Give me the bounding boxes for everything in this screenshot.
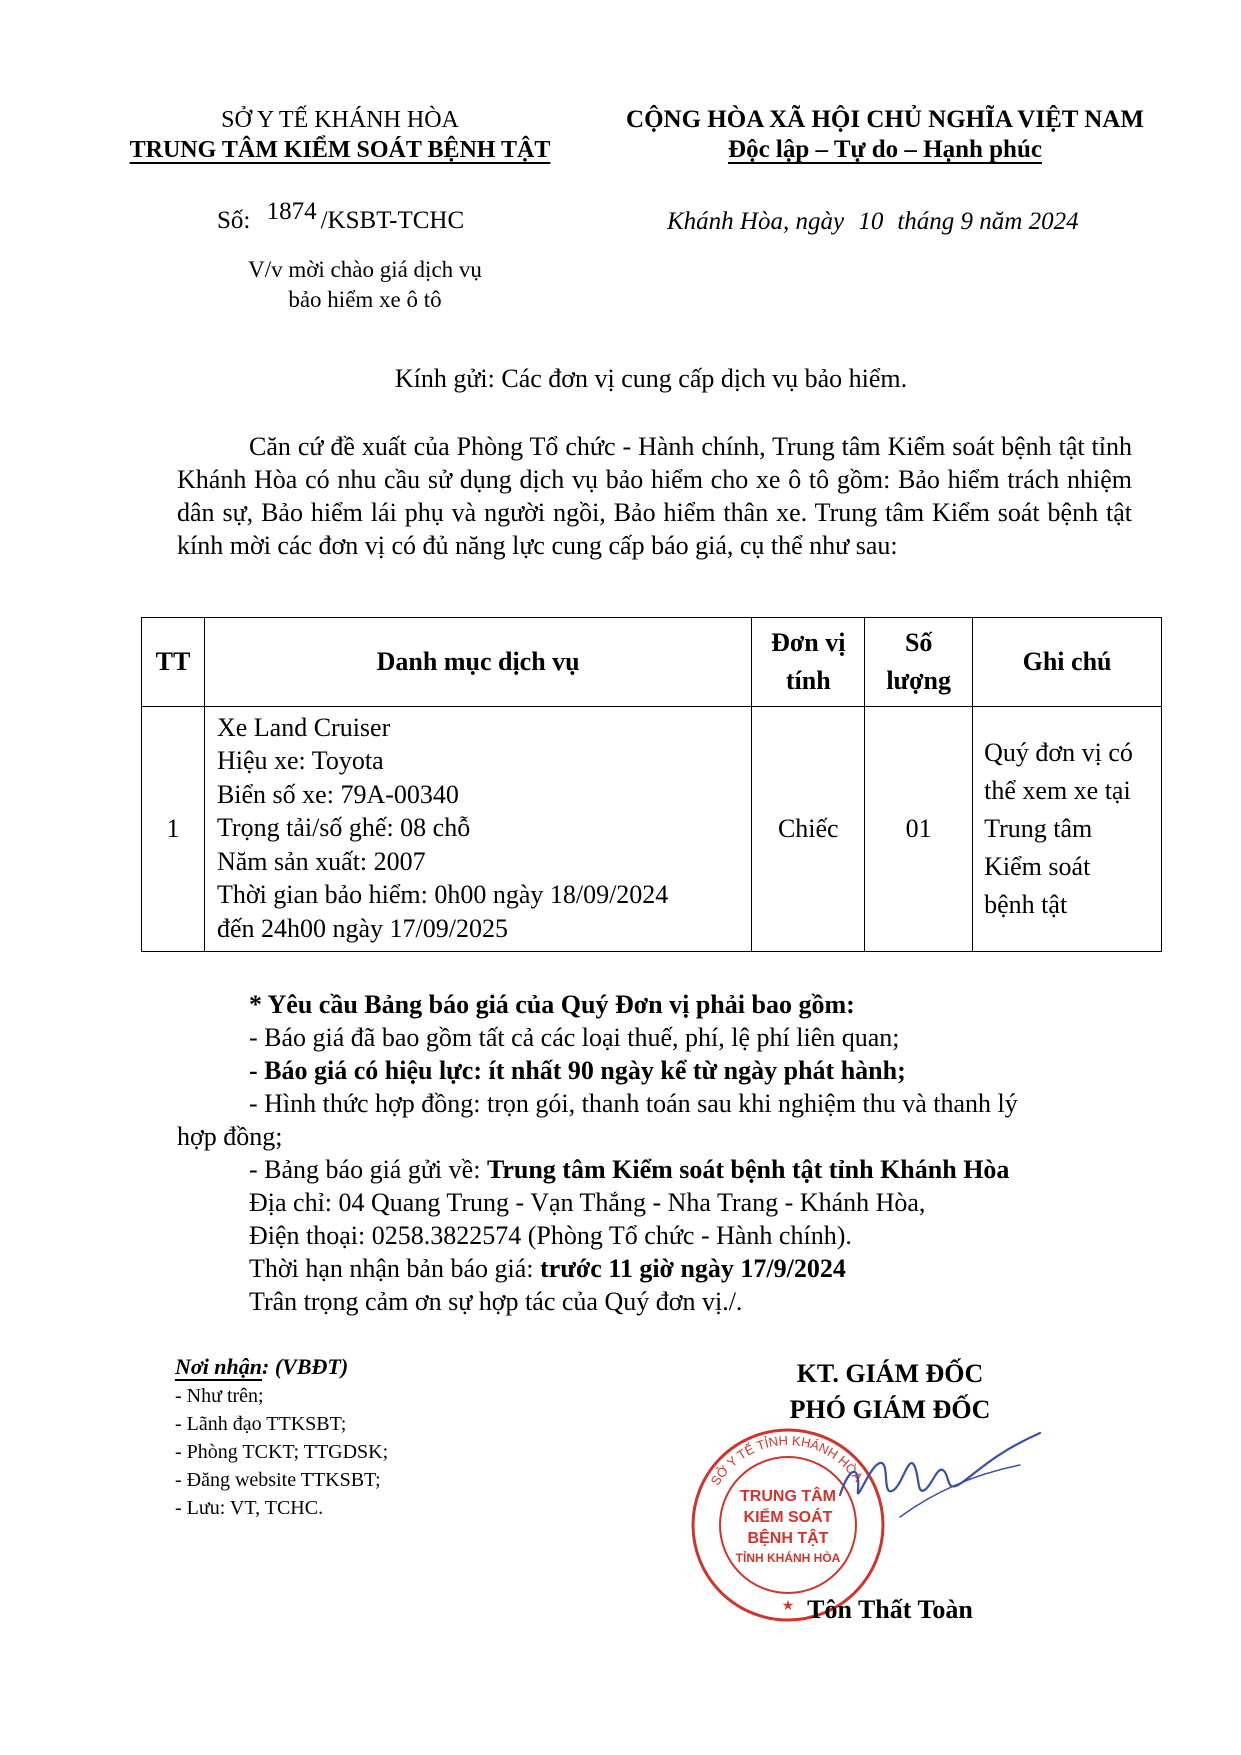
phone-line: Điện thoại: 0258.3822574 (Phòng Tổ chức - Hành chính). <box>249 1221 852 1250</box>
document-date <box>667 206 1079 238</box>
agency-name: TRUNG TÂM KIỂM SOÁT BỆNH TẬT <box>129 137 551 163</box>
requirement-item: - Hình thức hợp đồng: trọn gói, thanh toán sau khi nghiệm thu và thanh lý <box>249 1089 1018 1118</box>
cell-note <box>973 707 1162 952</box>
date-day: 10 <box>858 208 884 235</box>
recipient-line: Kính gửi: Các đơn vị cung cấp dịch vụ bảo hiểm. <box>394 364 908 393</box>
note-line: bệnh tật <box>984 890 1068 919</box>
deadline-prefix: Thời hạn nhận bản báo giá: <box>249 1254 541 1283</box>
handwritten-signature <box>830 1425 1050 1535</box>
cell-tt: 1 <box>142 707 205 952</box>
service-table <box>141 617 1162 952</box>
requirement-item-cont: hợp đồng; <box>177 1122 283 1151</box>
date-rest: tháng 9 năm 2024 <box>897 208 1079 235</box>
recipient-item: - Như trên; <box>175 1385 264 1407</box>
service-line: Năm sản xuất: 2007 <box>216 846 426 876</box>
requirements-block <box>177 988 1137 1318</box>
header-unit-line: tính <box>785 666 831 695</box>
header-qty <box>865 618 973 707</box>
number-value: 1874 <box>266 198 317 225</box>
subject-line: V/v mời chào giá dịch vụ <box>248 257 482 282</box>
service-line: Biển số xe: 79A-00340 <box>216 779 459 809</box>
stamp-star-icon: ★ <box>781 1599 795 1614</box>
service-line: Thời gian bảo hiểm: 0h00 ngày 18/09/2024 <box>216 880 669 910</box>
table-header-row <box>142 618 1162 707</box>
number-prefix: Số: <box>217 207 251 234</box>
requirements-title: * Yêu cầu Bảng báo giá của Quý Đơn vị phải bao gồm: <box>249 990 855 1019</box>
header-left <box>120 105 560 165</box>
requirement-item <box>177 1153 1137 1186</box>
service-line: Xe Land Cruiser <box>216 712 391 742</box>
recipient-item: - Lưu: VT, TCHC. <box>175 1497 324 1519</box>
header-qty-line: lượng <box>886 666 952 695</box>
national-motto: Độc lập – Tự do – Hạnh phúc <box>728 136 1042 163</box>
cell-service <box>204 707 751 952</box>
requirement-item: - Báo giá có hiệu lực: ít nhất 90 ngày kể từ ngày phát hành; <box>249 1056 906 1085</box>
agency-parent: SỞ Y TẾ KHÁNH HÒA <box>221 107 459 133</box>
recipient-item: - Phòng TCKT; TTGDSK; <box>175 1441 389 1463</box>
note-line: Trung tâm <box>984 814 1093 843</box>
header-right <box>605 105 1165 165</box>
deadline-bold: trước 11 giờ ngày 17/9/2024 <box>540 1254 846 1283</box>
service-line: đến 24h00 ngày 17/09/2025 <box>216 913 508 943</box>
recipient-item: - Lãnh đạo TTKSBT; <box>175 1413 347 1435</box>
header-tt: TT <box>142 618 205 707</box>
item-bold: Trung tâm Kiểm soát bệnh tật tỉnh Khánh Hòa <box>486 1155 1010 1184</box>
stamp-ring-text: SỞ Y TẾ TỈNH KHÁNH HÒA <box>707 1432 866 1489</box>
stamp-line: BỆNH TẬT <box>747 1530 829 1547</box>
number-suffix: /KSBT-TCHC <box>320 207 465 234</box>
signer-name: Tôn Thất Toàn <box>807 1595 973 1624</box>
recipient-item: - Đăng website TTKSBT; <box>175 1469 381 1491</box>
table-row <box>142 707 1162 952</box>
note-line: Quý đơn vị có <box>984 738 1133 767</box>
deadline-line <box>177 1252 1137 1285</box>
service-line: Hiệu xe: Toyota <box>216 746 384 776</box>
header-unit-line: Đơn vị <box>771 628 846 657</box>
document-number <box>217 198 465 237</box>
subject-line: bảo hiểm xe ô tô <box>288 287 442 312</box>
item-prefix: - Bảng báo giá gửi về: <box>249 1155 487 1184</box>
header-service: Danh mục dịch vụ <box>204 618 751 707</box>
date-place: Khánh Hòa, ngày <box>667 208 845 235</box>
thanks-line: Trân trọng cảm ơn sự hợp tác của Quý đơn vị./. <box>249 1287 743 1316</box>
signature-line: KT. GIÁM ĐỐC <box>796 1359 984 1388</box>
cell-unit: Chiếc <box>752 707 865 952</box>
header-note: Ghi chú <box>973 618 1162 707</box>
header-qty-line: Số <box>904 628 933 657</box>
stamp-line: KIỂM SOÁT <box>743 1509 833 1526</box>
signature-line: PHÓ GIÁM ĐỐC <box>789 1395 991 1424</box>
cell-qty: 01 <box>865 707 973 952</box>
signature-title <box>710 1356 1070 1428</box>
header-unit <box>752 618 865 707</box>
address-line: Địa chỉ: 04 Quang Trung - Vạn Thắng - Nha Trang - Khánh Hòa, <box>249 1188 926 1217</box>
recipients-block <box>175 1352 575 1522</box>
intro-paragraph: Căn cứ đề xuất của Phòng Tổ chức - Hành chính, Trung tâm Kiểm soát bệnh tật tỉnh Khánh Hòa có nhu cầu sử dụng dịch vụ bảo hiểm cho xe ô tô gồm: Bảo hiểm trách nhiệm dân sự, Bảo hiểm lái phụ và người ngồi, Bảo hiểm thân xe. Trung tâm Kiểm soát bệnh tật kính mời các đơn vị có đủ năng lực cung cấp báo giá, cụ thể như sau: <box>177 432 1132 560</box>
note-line: thể xem xe tại <box>984 776 1131 805</box>
note-line: Kiểm soát <box>984 852 1091 881</box>
stamp-line: TỈNH KHÁNH HÒA <box>735 1551 841 1565</box>
stamp-line: TRUNG TÂM <box>740 1488 836 1505</box>
requirement-item: - Báo giá đã bao gồm tất cả các loại thuế, phí, lệ phí liên quan; <box>249 1023 900 1052</box>
document-subject <box>215 255 515 315</box>
service-line: Trọng tải/số ghế: 08 chỗ <box>216 813 471 843</box>
national-title: CỘNG HÒA XÃ HỘI CHỦ NGHĨA VIỆT NAM <box>626 106 1144 133</box>
recipients-title: Nơi nhận: (VBĐT) <box>175 1354 349 1379</box>
